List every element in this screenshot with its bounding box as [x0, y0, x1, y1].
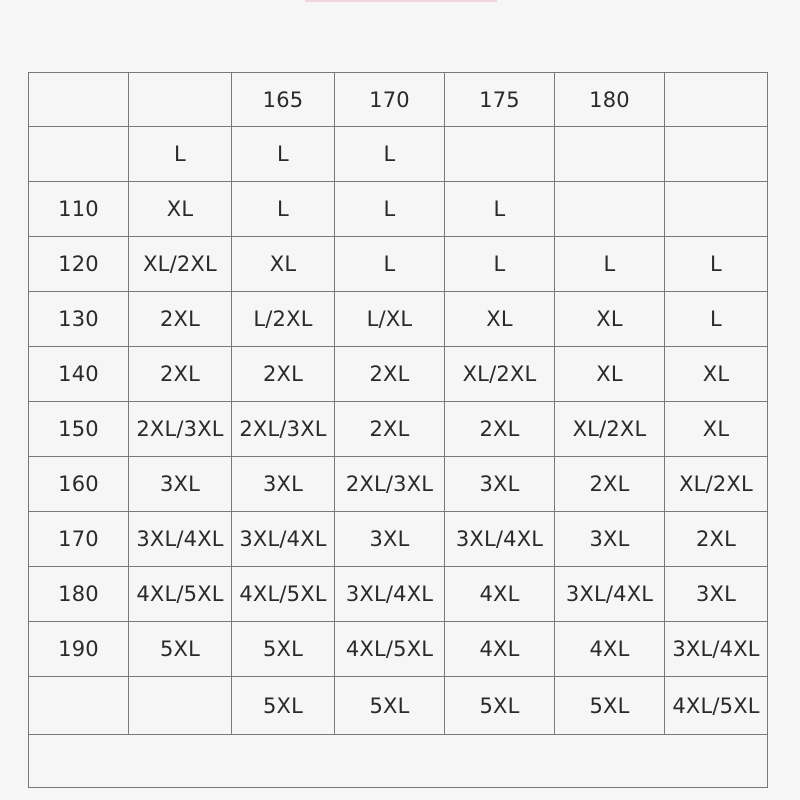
size-cell: 2XL: [335, 402, 445, 457]
size-cell: XL/2XL: [665, 457, 767, 512]
size-cell: 4XL/5XL: [232, 567, 335, 622]
size-cell: 5XL: [335, 677, 445, 735]
size-cell: 3XL: [232, 457, 335, 512]
size-cell: 3XL/4XL: [665, 622, 767, 677]
size-cell: L: [335, 182, 445, 237]
size-cell: XL: [665, 402, 767, 457]
row-label-cell: [29, 127, 129, 182]
size-cell: 2XL: [335, 347, 445, 402]
size-cell: 2XL/3XL: [232, 402, 335, 457]
size-cell: 5XL: [129, 622, 232, 677]
size-cell: 3XL: [665, 567, 767, 622]
header-cell: [665, 73, 767, 127]
row-label-cell: 150: [29, 402, 129, 457]
size-cell: [555, 127, 665, 182]
size-cell: [555, 182, 665, 237]
row-label-cell: 110: [29, 182, 129, 237]
size-cell: L/2XL: [232, 292, 335, 347]
size-cell: 4XL/5XL: [335, 622, 445, 677]
row-label-cell: 140: [29, 347, 129, 402]
size-cell: 3XL: [555, 512, 665, 567]
size-cell: L/XL: [335, 292, 445, 347]
size-cell: 5XL: [555, 677, 665, 735]
row-label-cell: 170: [29, 512, 129, 567]
size-cell: L: [445, 182, 555, 237]
header-cell: 180: [555, 73, 665, 127]
size-cell: 2XL: [445, 402, 555, 457]
size-cell: XL/2XL: [555, 402, 665, 457]
size-cell: 3XL: [335, 512, 445, 567]
size-cell: 2XL/3XL: [335, 457, 445, 512]
size-cell: 3XL/4XL: [555, 567, 665, 622]
size-cell: XL: [129, 182, 232, 237]
size-cell: 3XL/4XL: [445, 512, 555, 567]
size-cell: 2XL: [232, 347, 335, 402]
size-cell: L: [232, 127, 335, 182]
row-label-cell: 160: [29, 457, 129, 512]
size-cell: 5XL: [445, 677, 555, 735]
row-label-cell: 180: [29, 567, 129, 622]
size-cell: [129, 677, 232, 735]
size-cell: L: [445, 237, 555, 292]
size-cell: [445, 127, 555, 182]
size-cell: 4XL: [445, 567, 555, 622]
size-cell: L: [335, 237, 445, 292]
size-chart-table: [28, 72, 768, 788]
header-cell: 170: [335, 73, 445, 127]
size-cell: XL: [555, 292, 665, 347]
size-cell: 3XL/4XL: [232, 512, 335, 567]
size-cell: L: [129, 127, 232, 182]
size-cell: 3XL/4XL: [129, 512, 232, 567]
size-cell: 4XL: [555, 622, 665, 677]
size-cell: [665, 127, 767, 182]
top-accent-mark: [305, 0, 497, 2]
header-cell: [129, 73, 232, 127]
size-cell: [665, 182, 767, 237]
size-cell: 2XL/3XL: [129, 402, 232, 457]
size-cell: XL/2XL: [445, 347, 555, 402]
size-cell: 4XL/5XL: [665, 677, 767, 735]
size-cell: L: [665, 292, 767, 347]
size-cell: 3XL: [129, 457, 232, 512]
size-cell: 5XL: [232, 677, 335, 735]
size-cell: XL: [445, 292, 555, 347]
row-label-cell: 130: [29, 292, 129, 347]
size-cell: 4XL: [445, 622, 555, 677]
row-label-cell: 190: [29, 622, 129, 677]
size-cell: 4XL/5XL: [129, 567, 232, 622]
size-cell: 2XL: [555, 457, 665, 512]
row-label-cell: 120: [29, 237, 129, 292]
row-label-cell: [29, 677, 129, 735]
size-cell: 3XL: [445, 457, 555, 512]
size-cell: L: [555, 237, 665, 292]
size-cell: 2XL: [129, 347, 232, 402]
size-cell: L: [232, 182, 335, 237]
size-cell: XL: [665, 347, 767, 402]
header-cell: 165: [232, 73, 335, 127]
size-cell: 2XL: [665, 512, 767, 567]
header-cell: 175: [445, 73, 555, 127]
size-cell: L: [665, 237, 767, 292]
size-cell: L: [335, 127, 445, 182]
size-cell: 2XL: [129, 292, 232, 347]
size-cell: 5XL: [232, 622, 335, 677]
size-cell: XL: [232, 237, 335, 292]
size-cell: XL: [555, 347, 665, 402]
size-cell: 3XL/4XL: [335, 567, 445, 622]
size-cell: XL/2XL: [129, 237, 232, 292]
table-footer-empty-row: [29, 735, 767, 787]
header-cell: [29, 73, 129, 127]
